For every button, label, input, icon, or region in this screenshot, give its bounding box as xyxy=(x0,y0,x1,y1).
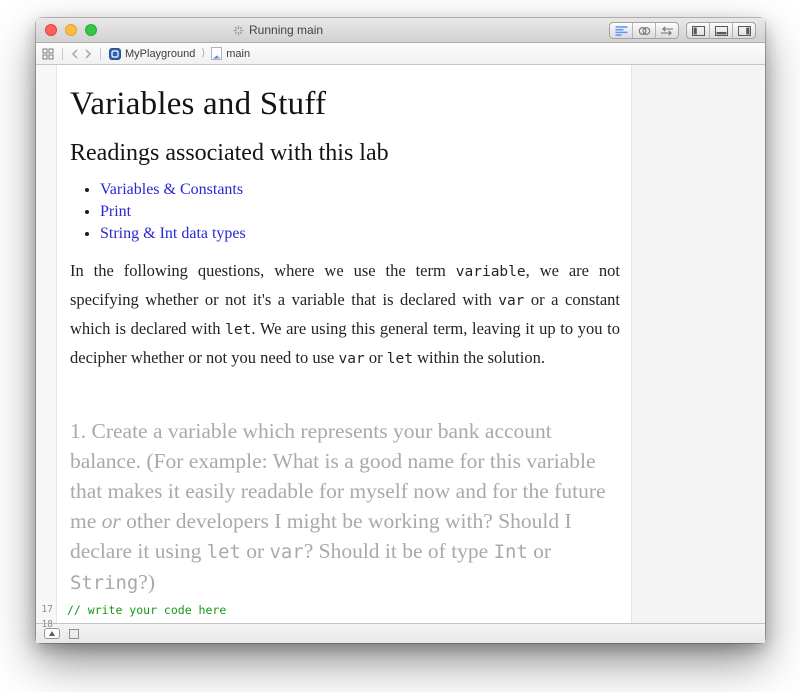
minimize-button[interactable] xyxy=(65,24,77,36)
intro-paragraph: In the following questions, where we use the term variable, we are not specifying whether or not it's a variable that is declared with var or a constant which is declared with let. We are using this general term, leaving it up to you to decipher whether or not you need to use var or let within the solution. xyxy=(70,261,621,367)
window-titlebar xyxy=(36,18,765,43)
code-comment: // write your code here xyxy=(67,602,227,617)
xcode-playground-window xyxy=(36,18,765,643)
navigator-panel-icon xyxy=(692,26,705,36)
window-title: Running main xyxy=(249,23,324,37)
code-lines[interactable] xyxy=(36,602,631,630)
link-string-int[interactable]: String & Int data types xyxy=(100,225,246,242)
navigator-panel-button[interactable] xyxy=(687,23,710,38)
doc-title: Variables and Stuff xyxy=(70,86,327,122)
version-editor-icon xyxy=(660,26,674,36)
code-line-17[interactable] xyxy=(36,602,631,617)
window-title-area xyxy=(233,18,323,42)
breadcrumb-project-label: MyPlayground xyxy=(125,47,196,60)
divider xyxy=(62,48,63,60)
progress-spinner-icon xyxy=(233,25,244,36)
assistant-editor-icon xyxy=(638,26,651,36)
standard-editor-icon xyxy=(615,26,628,36)
editor-content-area xyxy=(36,65,765,630)
line-number: 17 xyxy=(41,604,53,615)
debug-area-panel-button[interactable] xyxy=(710,23,733,38)
breadcrumb-file-label: main xyxy=(226,47,251,60)
playground-page-icon xyxy=(211,47,222,60)
close-button[interactable] xyxy=(45,24,57,36)
readings-list xyxy=(70,181,620,243)
zoom-button[interactable] xyxy=(85,24,97,36)
traffic-lights xyxy=(45,24,97,36)
link-print[interactable]: Print xyxy=(100,203,132,220)
chevron-left-icon[interactable] xyxy=(71,49,79,59)
results-sidebar xyxy=(631,65,765,623)
debug-area-panel-icon xyxy=(715,26,728,36)
breadcrumb-project[interactable] xyxy=(109,48,195,60)
editor-mode-control xyxy=(609,22,679,39)
list-item xyxy=(100,181,620,199)
divider xyxy=(100,48,101,60)
standard-editor-button[interactable] xyxy=(610,23,633,38)
assistant-editor-button[interactable] xyxy=(633,23,656,38)
playground-file-icon xyxy=(109,48,121,60)
list-item xyxy=(100,203,620,221)
chevron-right-icon[interactable] xyxy=(84,49,92,59)
inspector-panel-icon xyxy=(738,26,751,36)
version-editor-button[interactable] xyxy=(656,23,678,38)
breadcrumb-file[interactable] xyxy=(211,47,250,60)
titlebar-toolbar xyxy=(609,22,756,39)
playground-rendered-editor[interactable] xyxy=(57,65,631,623)
jump-bar xyxy=(36,43,765,65)
list-item xyxy=(100,225,620,243)
inspector-panel-button[interactable] xyxy=(733,23,755,38)
panel-toggle-control xyxy=(686,22,756,39)
code-line-18[interactable] xyxy=(36,617,631,632)
line-number: 18 xyxy=(41,619,53,630)
question-text: 1. Create a variable which represents your bank account balance. (For example: What is a good name for this variable that makes it easily readable for myself now and for the future me or other developers I might be working with? Should I declare it using let or var? Should it be of type Int or String?) xyxy=(70,419,606,594)
related-items-grid-icon[interactable] xyxy=(42,48,54,60)
link-variables-constants[interactable]: Variables & Constants xyxy=(100,181,244,198)
line-number-gutter xyxy=(36,65,57,623)
doc-subtitle: Readings associated with this lab xyxy=(70,140,389,166)
breadcrumb-separator: ⟩ xyxy=(201,48,206,59)
